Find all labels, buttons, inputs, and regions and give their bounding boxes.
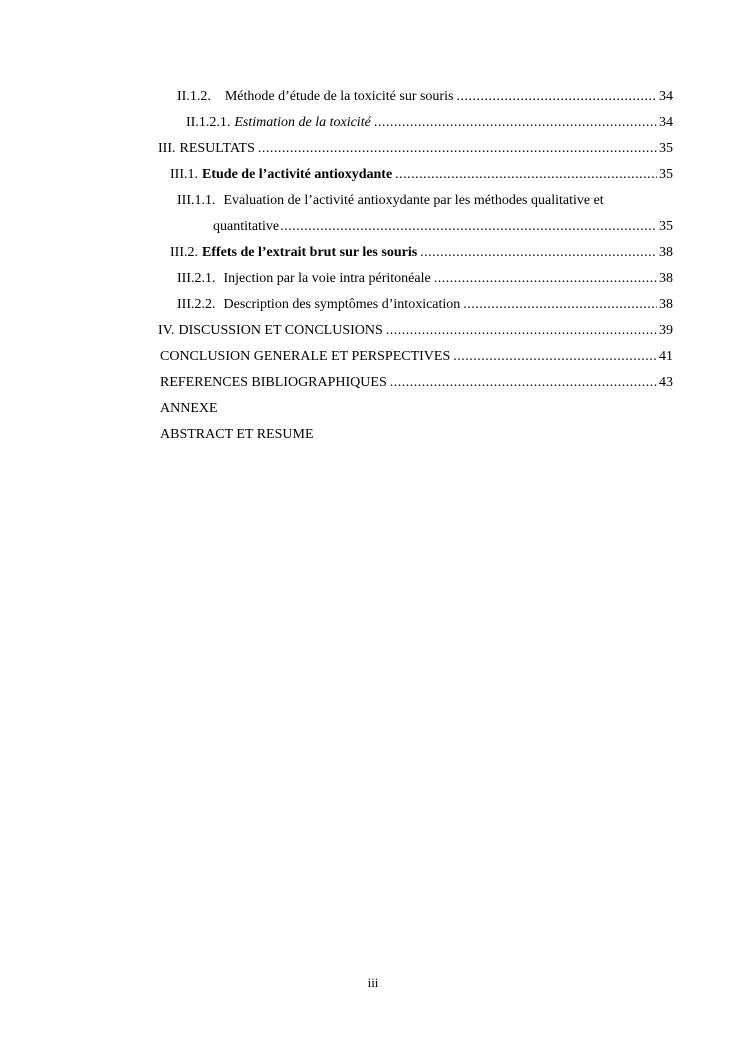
dot-leader: [258, 140, 657, 158]
toc-entry-title: Description des symptômes d’intoxication: [223, 297, 461, 312]
toc-entry-page: 35: [659, 167, 673, 182]
toc-entry-title: DISCUSSION ET CONCLUSIONS: [178, 323, 383, 338]
toc-entry-number: III.2.1.: [177, 271, 216, 286]
toc-entry-number: III.: [158, 141, 176, 156]
dot-leader: [434, 270, 657, 288]
dot-leader: [420, 244, 657, 262]
dot-leader: [374, 114, 657, 132]
dot-leader: [395, 166, 657, 184]
dot-leader: [390, 374, 657, 392]
dot-leader: [280, 218, 657, 236]
toc-entry-page: 35: [659, 141, 673, 156]
dot-leader: [456, 88, 657, 106]
toc-entry-page: 41: [659, 349, 673, 364]
toc-entry-title: Méthode d’étude de la toxicité sur souris: [224, 89, 454, 104]
toc-entry-title: ABSTRACT ET RESUME: [160, 427, 314, 442]
toc-entry-title: ANNEXE: [160, 401, 218, 416]
toc-entry-title: CONCLUSION GENERALE ET PERSPECTIVES: [160, 349, 451, 364]
page-number: iii: [367, 975, 379, 990]
toc-entry-page: 34: [659, 115, 673, 130]
dot-leader: [453, 348, 657, 366]
toc-entry-title: Injection par la voie intra péritonéale: [223, 271, 431, 286]
toc-entry-title: REFERENCES BIBLIOGRAPHIQUES: [160, 375, 387, 390]
toc-entry[interactable]: [170, 166, 673, 184]
toc-entry-continuation[interactable]: [213, 218, 673, 236]
toc-entry-title: Evaluation de l’activité antioxydante par les méthodes qualitative et: [223, 193, 604, 208]
toc-entry-page: 43: [659, 375, 673, 390]
toc-entry-number: III.1.: [170, 167, 198, 182]
toc-entry[interactable]: [158, 140, 673, 158]
toc-entry-page: 38: [659, 297, 673, 312]
toc-entry[interactable]: [186, 114, 673, 132]
toc-entry[interactable]: [177, 88, 673, 106]
toc-entry[interactable]: [158, 322, 673, 340]
toc-entry[interactable]: [160, 426, 314, 444]
toc-entry[interactable]: [177, 296, 673, 314]
toc-entry-number: IV.: [158, 323, 175, 338]
toc-entry[interactable]: [160, 348, 673, 366]
toc-entry[interactable]: [177, 192, 604, 210]
toc-entry-page: 39: [659, 323, 673, 338]
dot-leader: [386, 322, 657, 340]
toc-entry-title: Effets de l’extrait brut sur les souris: [202, 245, 418, 260]
toc-entry-page: 34: [659, 89, 673, 104]
dot-leader: [463, 296, 657, 314]
toc-entry-number: III.2.2.: [177, 297, 216, 312]
toc-entry-number: II.1.2.1.: [186, 115, 231, 130]
toc-entry[interactable]: [160, 374, 673, 392]
toc-entry[interactable]: [170, 244, 673, 262]
toc-entry-title: RESULTATS: [179, 141, 255, 156]
toc-entry[interactable]: [160, 400, 218, 418]
toc-entry-page: 35: [659, 219, 673, 234]
toc-entry-title: quantitative: [213, 219, 280, 234]
toc-entry-number: II.1.2.: [177, 89, 211, 104]
toc-entry-page: 38: [659, 271, 673, 286]
toc-entry-number: III.1.1.: [177, 193, 216, 208]
toc-entry[interactable]: [177, 270, 673, 288]
toc-entry-title: Estimation de la toxicité: [234, 115, 371, 130]
toc-entry-page: 38: [659, 245, 673, 260]
toc-entry-number: III.2.: [170, 245, 198, 260]
toc-entry-title: Etude de l’activité antioxydante: [202, 167, 393, 182]
